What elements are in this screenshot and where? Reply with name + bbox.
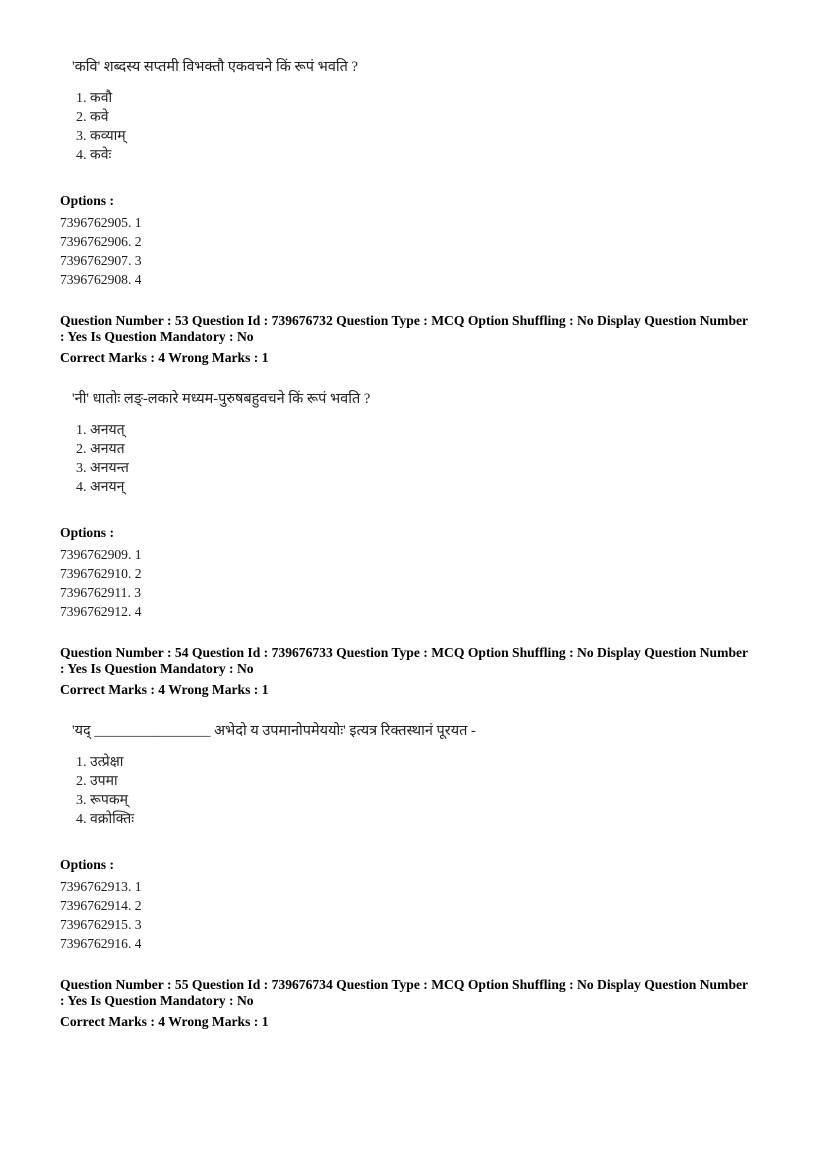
marks-line: Correct Marks : 4 Wrong Marks : 1 <box>60 350 269 365</box>
option-id-line: 7396762916. 4 <box>60 936 142 951</box>
marks-line: Correct Marks : 4 Wrong Marks : 1 <box>60 682 269 697</box>
option-id-line: 7396762915. 3 <box>60 917 142 932</box>
choice-item: 3. अनयन्त <box>76 461 129 476</box>
question-block <box>60 722 754 953</box>
question-metadata <box>60 313 752 366</box>
option-id-line: 7396762907. 3 <box>60 253 142 268</box>
option-id-line: 7396762911. 3 <box>60 585 142 600</box>
choice-item: 3. रूपकम् <box>76 793 128 808</box>
options-heading: Options : <box>60 857 115 872</box>
option-id-line: 7396762908. 4 <box>60 272 142 287</box>
choice-item: 4. वक्रोक्तिः <box>76 812 135 827</box>
choice-list <box>76 421 754 497</box>
option-id-list <box>60 213 754 289</box>
choice-item: 1. कवौ <box>76 91 113 106</box>
option-id-line: 7396762905. 1 <box>60 215 142 230</box>
choice-list <box>76 89 754 165</box>
question-metadata <box>60 645 752 698</box>
option-id-line: 7396762910. 2 <box>60 566 142 581</box>
question-metadata-line: Question Number : 54 Question Id : 739676733 Question Type : MCQ Option Shuffling : No Display Question Number : Yes Is Question Mandatory : No <box>60 645 748 676</box>
option-id-line: 7396762906. 2 <box>60 234 142 249</box>
question-text: 'नी' धातोः लङ्-लकारे मध्यम-पुरुषबहुवचने किं रूपं भवति ? <box>72 391 371 407</box>
question-text: 'यद् ________________ अभेदो य उपमानोपमेययोः' इत्यत्र रिक्तस्थानं पूरयत - <box>72 723 476 739</box>
options-heading: Options : <box>60 193 115 208</box>
option-id-line: 7396762914. 2 <box>60 898 142 913</box>
option-id-list <box>60 545 754 621</box>
question-metadata <box>60 977 752 1030</box>
marks-line: Correct Marks : 4 Wrong Marks : 1 <box>60 1014 269 1029</box>
option-id-line: 7396762913. 1 <box>60 879 142 894</box>
option-id-line: 7396762912. 4 <box>60 604 142 619</box>
choice-list <box>76 753 754 829</box>
option-id-list <box>60 877 754 953</box>
choice-item: 3. कव्याम् <box>76 129 126 144</box>
question-metadata-line: Question Number : 53 Question Id : 739676732 Question Type : MCQ Option Shuffling : No Display Question Number : Yes Is Question Mandatory : No <box>60 313 748 344</box>
choice-item: 2. कवे <box>76 110 109 125</box>
options-heading: Options : <box>60 525 115 540</box>
question-block <box>60 390 754 621</box>
question-metadata-line: Question Number : 55 Question Id : 739676734 Question Type : MCQ Option Shuffling : No Display Question Number : Yes Is Question Mandatory : No <box>60 977 748 1008</box>
question-text: 'कवि' शब्दस्य सप्तमी विभक्तौ एकवचने किं रूपं भवति ? <box>72 59 358 75</box>
choice-item: 2. उपमा <box>76 774 118 789</box>
choice-item: 4. कवेः <box>76 148 112 163</box>
choice-item: 1. अनयत् <box>76 423 125 438</box>
question-block <box>60 58 754 289</box>
choice-item: 1. उत्प्रेक्षा <box>76 755 124 770</box>
choice-item: 2. अनयत <box>76 442 125 457</box>
choice-item: 4. अनयन् <box>76 480 125 495</box>
option-id-line: 7396762909. 1 <box>60 547 142 562</box>
